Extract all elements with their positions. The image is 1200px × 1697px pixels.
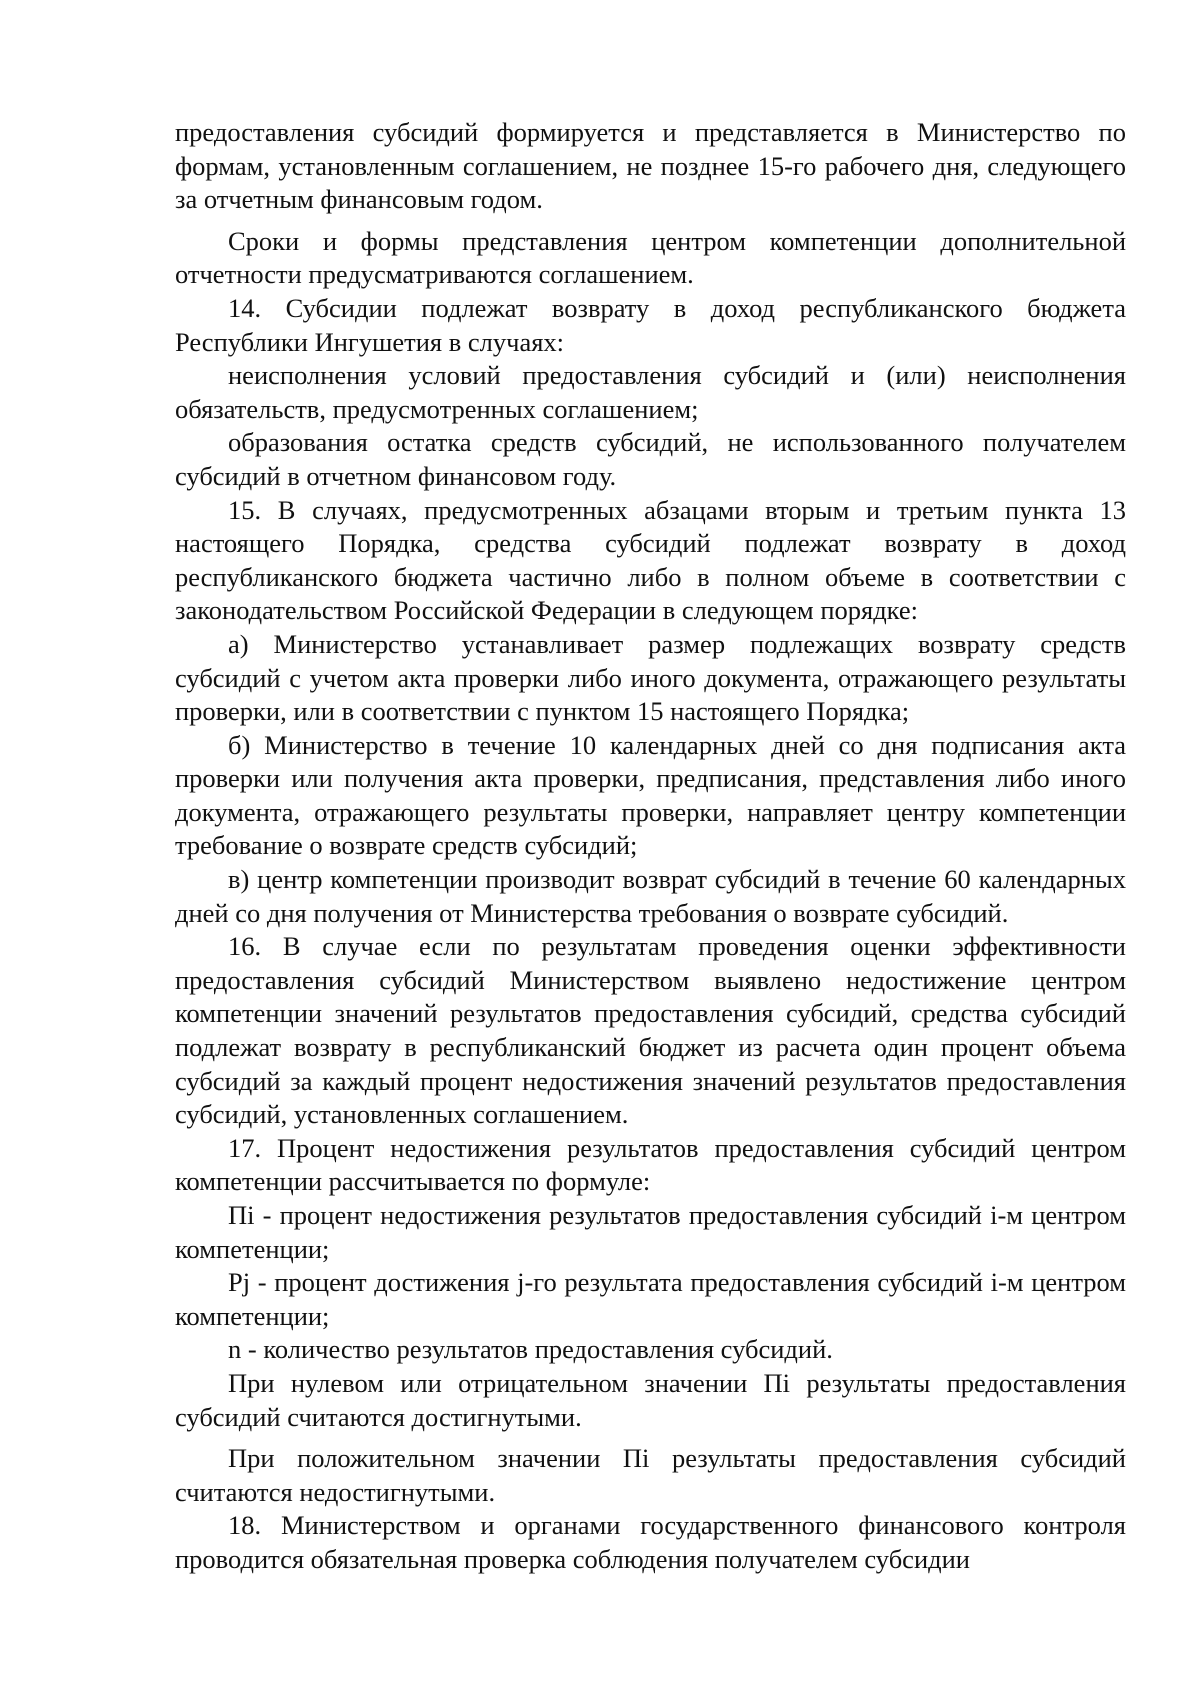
paragraph-17-formula: 17. Процент недостижения результатов предоставления субсидий центром компетенции рассчитывается по формуле: [175,1132,1126,1197]
paragraph-16-efficiency: 16. В случае если по результатам проведения оценки эффективности предоставления субсидий Министерством выявлено недостижение центром компетенции значений результатов предоставления субсидий, средства субсидий подлежат возврату в республиканский бюджет из расчета один процент объема субсидий за каждый процент недостижения значений результатов предоставления субсидий, установленных соглашением. [175,931,1126,1130]
paragraph-additional-reporting: Сроки и формы представления центром компетенции дополнительной отчетности предусматриваются соглашением. [175,225,1126,290]
paragraph-15a: а) Министерство устанавливает размер подлежащих возврату средств субсидий с учетом акта проверки либо иного документа, отражающего результаты проверки, или в соответствии с пунктом 15 настоящего Порядка; [175,628,1126,727]
paragraph-unused-balance: образования остатка средств субсидий, не использованного получателем субсидий в отчетном финансовом году. [175,427,1126,491]
paragraph-reporting-deadline: предоставления субсидий формируется и представляется в Министерство по формам, установленным соглашением, не позднее 15-го рабочего дня, следующего за отчетным финансовым годом. [175,117,1126,215]
paragraph-18-inspection: 18. Министерством и органами государственного финансового контроля проводится обязательная проверка соблюдения получателем субсидии [175,1510,1126,1574]
paragraph-n-definition: n - количество результатов предоставления субсидий. [228,1334,833,1365]
paragraph-15-return-procedure: 15. В случаях, предусмотренных абзацами вторым и третьим пункта 13 настоящего Порядка, средства субсидий подлежат возврату в доход республиканского бюджета частично либо в полном объеме в соответствии с законодательством Российской Федерации в следующем порядке: [175,494,1126,626]
paragraph-pj-definition: Pj - процент достижения j-го результата предоставления субсидий i-м центром компетенции; [175,1267,1126,1331]
paragraph-pi-definition: Пi - процент недостижения результатов предоставления субсидий i-м центром компетенции; [175,1200,1126,1264]
paragraph-15v: в) центр компетенции производит возврат субсидий в течение 60 календарных дней со дня получения от Министерства требования о возврате субсидий. [175,864,1126,928]
paragraph-nonfulfillment: неисполнения условий предоставления субсидий и (или) неисполнения обязательств, предусмотренных соглашением; [175,360,1126,424]
document-body [175,116,1126,1577]
paragraph-zero-negative: При нулевом или отрицательном значении Пi результаты предоставления субсидий считаются достигнутыми. [175,1367,1126,1432]
paragraph-14-return-cases: 14. Субсидии подлежат возврату в доход республиканского бюджета Республики Ингушетия в случаях: [175,292,1126,357]
paragraph-positive: При положительном значении Пi результаты предоставления субсидий считаются недостигнутыми. [175,1443,1126,1507]
paragraph-15b: б) Министерство в течение 10 календарных дней со дня подписания акта проверки или получения акта проверки, предписания, представления либо иного документа, отражающего результаты проверки, направляет центру компетенции требование о возврате средств субсидий; [175,729,1126,861]
